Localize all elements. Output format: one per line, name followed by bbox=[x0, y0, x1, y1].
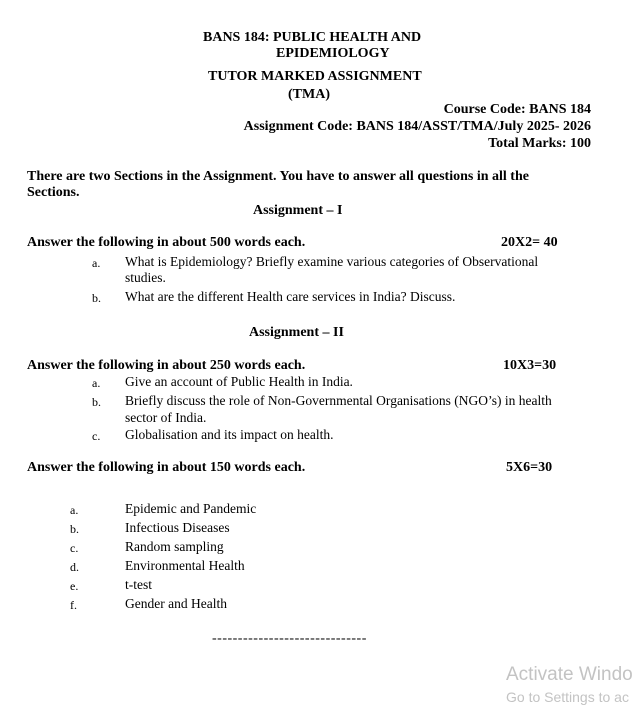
section2-part2-instruction: Answer the following in about 150 words each. bbox=[27, 460, 306, 475]
question-text: Briefly discuss the role of Non-Governmental Organisations (NGO’s) in health bbox=[125, 393, 552, 408]
question-text: Random sampling bbox=[125, 539, 224, 554]
intro-line2: Sections. bbox=[27, 185, 80, 200]
question-label: b. bbox=[70, 522, 79, 536]
question-label: c. bbox=[70, 541, 79, 555]
document-title-line1: BANS 184: PUBLIC HEALTH AND bbox=[203, 30, 422, 45]
section2-part1-marks: 10X3=30 bbox=[503, 358, 557, 373]
question-label: a. bbox=[92, 376, 101, 390]
question-text: Infectious Diseases bbox=[125, 520, 230, 535]
question-label: e. bbox=[70, 579, 79, 593]
question-text: Globalisation and its impact on health. bbox=[125, 427, 334, 442]
question-text-cont: sector of India. bbox=[125, 410, 207, 425]
question-text: t-test bbox=[125, 577, 152, 592]
section2-part2-marks: 5X6=30 bbox=[506, 460, 553, 475]
activation-watermark-subtitle: Go to Settings to ac bbox=[506, 689, 629, 705]
assignment-code: Assignment Code: BANS 184/ASST/TMA/July 2025- 2026 bbox=[243, 119, 591, 134]
tma-abbrev: (TMA) bbox=[288, 87, 330, 102]
intro-line1: There are two Sections in the Assignment. You have to answer all questions in all the bbox=[27, 169, 529, 184]
question-label: f. bbox=[70, 598, 77, 612]
question-label: c. bbox=[92, 429, 101, 443]
question-label: b. bbox=[92, 291, 101, 305]
section1-instruction: Answer the following in about 500 words each. bbox=[27, 235, 306, 250]
question-text-cont: studies. bbox=[125, 270, 166, 285]
question-text: Environmental Health bbox=[125, 558, 245, 573]
question-text: What is Epidemiology? Briefly examine various categories of Observational bbox=[125, 254, 539, 269]
section2-part1-instruction: Answer the following in about 250 words each. bbox=[27, 358, 306, 373]
section1-heading: Assignment – I bbox=[253, 203, 343, 218]
question-text: Epidemic and Pandemic bbox=[125, 501, 257, 516]
total-marks: Total Marks: 100 bbox=[488, 136, 591, 151]
activation-watermark-title: Activate Windo bbox=[506, 664, 633, 685]
question-label: d. bbox=[70, 560, 79, 574]
question-text: Gender and Health bbox=[125, 596, 227, 611]
tma-title: TUTOR MARKED ASSIGNMENT bbox=[208, 69, 422, 84]
footer-separator: ------------------------------ bbox=[212, 631, 367, 646]
question-label: a. bbox=[70, 503, 79, 517]
section1-marks: 20X2= 40 bbox=[501, 235, 558, 250]
document-title-line2: EPIDEMIOLOGY bbox=[276, 46, 390, 61]
section2-heading: Assignment – II bbox=[249, 325, 344, 340]
course-code: Course Code: BANS 184 bbox=[443, 102, 591, 117]
question-label: a. bbox=[92, 256, 101, 270]
question-label: b. bbox=[92, 395, 101, 409]
question-text: Give an account of Public Health in India. bbox=[125, 374, 353, 389]
question-text: What are the different Health care services in India? Discuss. bbox=[125, 289, 456, 304]
